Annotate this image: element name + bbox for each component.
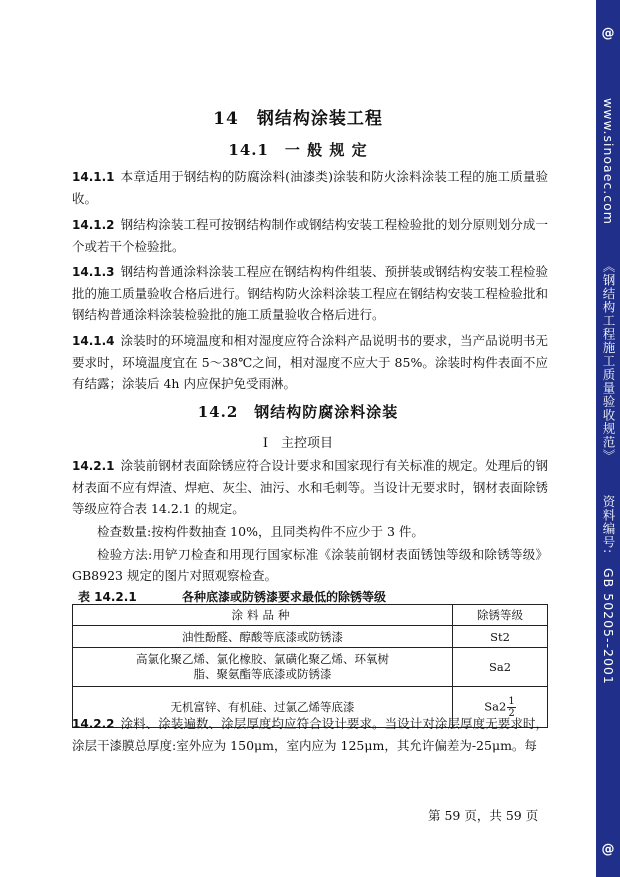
sidebar-doc-code-label: 资料编号:: [601, 495, 616, 555]
table-number: 表 14.2.1: [78, 590, 137, 604]
clause-text: 涂料、涂装遍数、涂层厚度均应符合设计要求。当设计对涂层厚度无要求时，涂层干漆膜总厚度:室外应为 150μm，室内应为 125μm，其允许偏差为-25μm。每: [72, 716, 548, 753]
rust-grade-table: [72, 604, 548, 728]
check-method: 检验方法:用铲刀检查和用现行国家标准《涂装前钢材表面锈蚀等级和除锈等级》GB8923 规定的图片对照观察检查。: [72, 547, 548, 583]
clause-text: 钢结构涂装工程可按钢结构制作或钢结构安装工程检验批的划分原则划分成一个或若干个检验批。: [72, 217, 548, 254]
at-icon: @: [601, 26, 615, 41]
table-row: [73, 626, 548, 648]
grade-base: Sa2: [484, 699, 507, 713]
page-footer: 第 59 页，共 59 页: [428, 808, 539, 823]
sidebar-banner: [596, 0, 620, 877]
cell-coating-kind: 无机富锌、有机硅、过氯乙烯等底漆: [73, 687, 453, 728]
clause-14-2-1: [72, 455, 548, 519]
clause-number: 14.2.2: [72, 717, 115, 731]
check-quantity: 检查数量:按构件数抽查 10%，且同类构件不应少于 3 件。: [97, 524, 424, 539]
sidebar-doc-name: 《钢结构工程施工质量验收规范》: [601, 259, 616, 463]
clause-number: 14.2.1: [72, 459, 115, 473]
clause-number: 14.1.4: [72, 334, 115, 348]
fraction-denominator: 2: [508, 707, 515, 719]
table-caption: [72, 588, 548, 604]
section-title-14-1: 14.1 一 般 规 定: [228, 141, 368, 159]
table-header-row: [73, 605, 548, 626]
clause-text: 涂装前钢材表面除锈应符合设计要求和国家现行有关标准的规定。处理后的钢材表面不应有焊渣、焊疤、灰尘、油污、水和毛刺等。当设计无要求时，钢材表面除锈等级应符合表 14.2.1 的规定。: [72, 458, 548, 516]
section-title-14-2: 14.2 钢结构防腐涂料涂装: [197, 403, 399, 421]
clause-text: 涂装时的环境温度和相对湿度应符合涂料产品说明书的要求，当产品说明书无要求时，环境温度宜在 5～38℃之间，相对湿度不应大于 85%。涂装时构件表面不应有结露；涂装后 4h 内应保护免受雨淋。: [72, 333, 548, 391]
cell-coating-kind: 高氯化聚乙烯、氯化橡胶、氯磺化聚乙烯、环氧树脂、聚氨酯等底漆或防锈漆: [73, 648, 453, 687]
clause-text: 钢结构普通涂料涂装工程应在钢结构构件组装、预拼装或钢结构安装工程检验批的施工质量验收合格后进行。钢结构防火涂料涂装工程应在钢结构安装工程检验批和钢结构普通涂料涂装检验批的施工质量验收合格后进行。: [72, 264, 548, 322]
sidebar-website: www.sinoaec.com: [601, 98, 616, 225]
clause-14-1-3: [72, 261, 548, 325]
clause-14-1-4: [72, 330, 548, 394]
fraction-numerator: 1: [508, 695, 515, 707]
clause-14-1-1: [72, 166, 548, 209]
sidebar-doc-code: GB 50205--2001: [601, 567, 616, 685]
chapter-title: 14 钢结构涂装工程: [213, 109, 383, 129]
header-rust-grade: 除锈等级: [453, 605, 548, 626]
cell-rust-grade: St2: [453, 626, 548, 648]
cell-rust-grade: Sa2: [453, 648, 548, 687]
table-row: [73, 648, 548, 687]
clause-number: 14.1.1: [72, 170, 115, 184]
clause-14-2-2: [72, 713, 548, 756]
clause-text: 本章适用于钢结构的防腐涂料(油漆类)涂装和防火涂料涂装工程的施工质量验收。: [72, 169, 548, 206]
table-title: 各种底漆或防锈漆要求最低的除锈等级: [182, 590, 387, 604]
subsection-title: Ⅰ 主控项目: [262, 436, 334, 451]
at-icon: @: [601, 842, 615, 857]
cell-coating-kind: 油性酚醛、醇酸等底漆或防锈漆: [73, 626, 453, 648]
clause-number: 14.1.2: [72, 218, 115, 232]
clause-14-1-2: [72, 214, 548, 257]
sidebar-text: [599, 98, 617, 748]
header-coating-kind: 涂料品种: [73, 605, 453, 626]
clause-number: 14.1.3: [72, 265, 115, 279]
